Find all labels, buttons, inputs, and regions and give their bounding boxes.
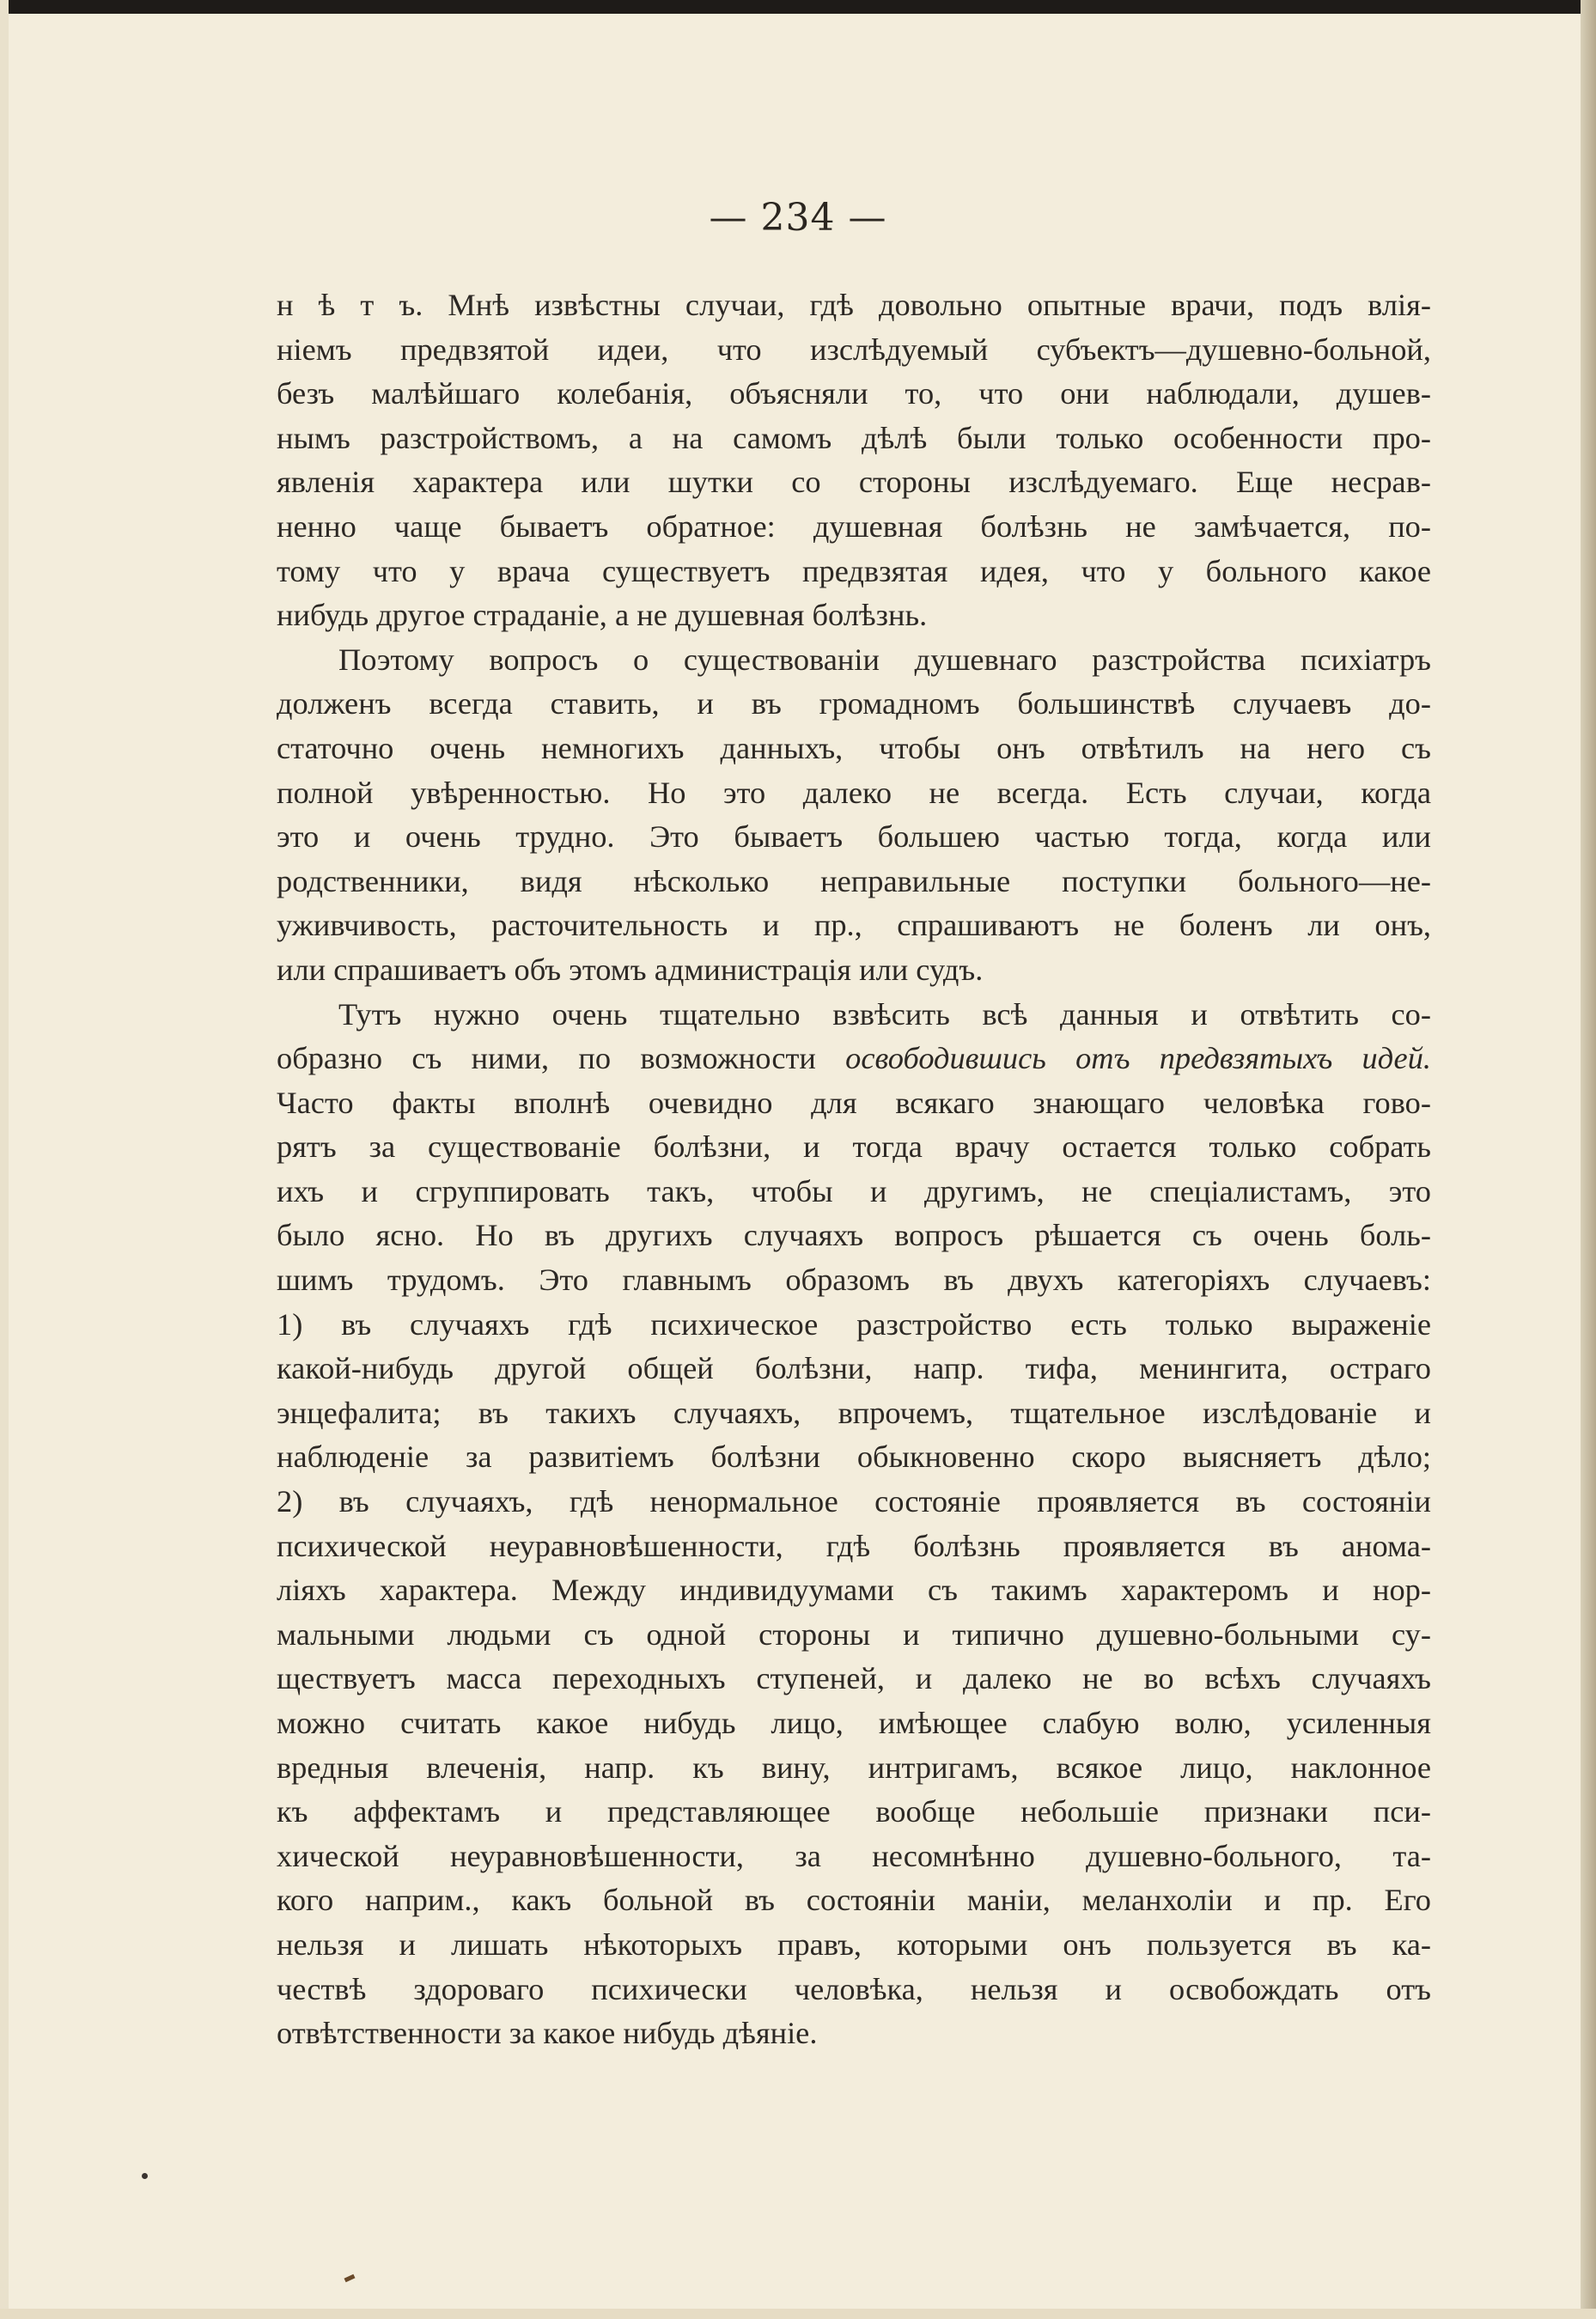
text-line: мальными людьми съ одной стороны и типично душевно-больными су- bbox=[277, 1616, 1431, 1652]
text-line: Тутъ нужно очень тщательно взвѣсить всѣ данныя и отвѣтить со- bbox=[338, 996, 1431, 1032]
text-line-with-emphasis bbox=[277, 1037, 1431, 1081]
text-line: ненно чаще бываетъ обратное: душевная болѣзнь не замѣчается, по- bbox=[277, 508, 1431, 544]
text-line: это и очень трудно. Это бываетъ большею частью тогда, когда или bbox=[277, 819, 1431, 855]
ink-speck bbox=[142, 2173, 148, 2179]
text-line: чествѣ здороваго психически человѣка, нельзя и освобождать отъ bbox=[277, 1971, 1431, 2006]
paragraph-1 bbox=[277, 283, 1431, 638]
text-line: нымъ разстройствомъ, а на самомъ дѣлѣ были только особенности про- bbox=[277, 420, 1431, 455]
page-number: — 234 — bbox=[709, 196, 887, 240]
text-line: безъ малѣйшаго колебанія, объясняли то, что они наблюдали, душев- bbox=[277, 376, 1431, 411]
text-line: можно считать какое нибудь лицо, имѣющее слабую волю, усиленныя bbox=[277, 1706, 1431, 1740]
text-line: тому что у врача существуетъ предвзятая идея, что у больного какое bbox=[277, 553, 1431, 588]
paragraph-3 bbox=[277, 993, 1431, 2056]
scan-left-edge bbox=[0, 0, 9, 2319]
text-line: Поэтому вопросъ о существованіи душевнаго разстройства психіатръ bbox=[338, 642, 1431, 677]
text-line: энцефалита; въ такихъ случаяхъ, впрочемъ, тщательное изслѣдованіе и bbox=[277, 1395, 1431, 1430]
text-line: хической неуравновѣшенности, за несомнѣнно душевно-больного, та- bbox=[277, 1838, 1431, 1873]
text-line: нельзя и лишать нѣкоторыхъ правъ, которыми онъ пользуется въ ка- bbox=[277, 1926, 1431, 1962]
scan-top-edge bbox=[0, 0, 1596, 14]
text-line: нибудь другое страданіе, а не душевная болѣзнь. bbox=[277, 598, 928, 633]
text-line: Часто факты вполнѣ очевидно для всякаго знающаго человѣка гово- bbox=[277, 1085, 1431, 1120]
text-line: ліяхъ характера. Между индивидуумами съ такимъ характеромъ и нор- bbox=[277, 1573, 1431, 1608]
text-line: полной увѣренностью. Но это далеко не всегда. Есть случаи, когда bbox=[277, 775, 1431, 810]
text-line: 2) въ случаяхъ, гдѣ ненормальное состояніе проявляется въ состояніи bbox=[277, 1484, 1431, 1519]
text-line: родственники, видя нѣсколько неправильные поступки больного—не- bbox=[277, 863, 1431, 898]
text-line: вредныя влеченія, напр. къ вину, интригамъ, всякое лицо, наклонное bbox=[277, 1750, 1431, 1785]
text-line: н ѣ т ъ. Мнѣ извѣстны случаи, гдѣ довольно опытные врачи, подъ влія- bbox=[277, 288, 1431, 322]
text-line: уживчивость, расточительность и пр., спрашиваютъ не боленъ ли онъ, bbox=[277, 908, 1431, 943]
text-line: отвѣтственности за какое нибудь дѣяніе. bbox=[277, 2016, 818, 2051]
text-line: шимъ трудомъ. Это главнымъ образомъ въ двухъ категоріяхъ случаевъ: bbox=[277, 1263, 1431, 1298]
text-line: къ аффектамъ и представляющее вообще небольшіе признаки пси- bbox=[277, 1794, 1431, 1829]
text-line: ществуетъ масса переходныхъ ступеней, и далеко не во всѣхъ случаяхъ bbox=[277, 1661, 1431, 1696]
ink-mark bbox=[344, 2274, 356, 2283]
text-line: психической неуравновѣшенности, гдѣ болѣзнь проявляется въ анома- bbox=[277, 1528, 1431, 1563]
italic-phrase: освободившись отъ предвзятыхъ идей. bbox=[845, 1041, 1431, 1076]
text-line: долженъ всегда ставить, и въ громадномъ большинствѣ случаевъ до- bbox=[277, 686, 1431, 721]
text-line: рятъ за существованіе болѣзни, и тогда врачу остается только собрать bbox=[277, 1129, 1431, 1165]
text-line: или спрашиваетъ объ этомъ администрація или судъ. bbox=[277, 952, 984, 987]
text-line: наблюденіе за развитіемъ болѣзни обыкновенно скоро выясняетъ дѣло; bbox=[277, 1439, 1431, 1475]
body-text bbox=[277, 283, 1431, 2056]
text-line: 1) въ случаяхъ гдѣ психическое разстройство есть только выраженіе bbox=[277, 1306, 1431, 1342]
scan-right-edge bbox=[1581, 0, 1596, 2319]
text-line: ніемъ предвзятой идеи, что изслѣдуемый субъектъ—душевно-больной, bbox=[277, 332, 1431, 367]
text-run: образно съ ними, по возможности bbox=[277, 1041, 846, 1076]
text-line: какой-нибудь другой общей болѣзни, напр. тифа, менингита, остраго bbox=[277, 1351, 1431, 1386]
paragraph-2 bbox=[277, 638, 1431, 993]
scan-bottom-edge bbox=[0, 2309, 1596, 2319]
text-line: статочно очень немногихъ данныхъ, чтобы онъ отвѣтилъ на него съ bbox=[277, 730, 1431, 765]
text-line: кого наприм., какъ больной въ состояніи маніи, меланхоліи и пр. Его bbox=[277, 1883, 1431, 1918]
text-line: было ясно. Но въ другихъ случаяхъ вопросъ рѣшается съ очень боль- bbox=[277, 1218, 1431, 1253]
text-line: явленія характера или шутки со стороны изслѣдуемаго. Еще несрав- bbox=[277, 465, 1431, 500]
text-line: ихъ и сгруппировать такъ, чтобы и другимъ, не спеціалистамъ, это bbox=[277, 1173, 1431, 1208]
